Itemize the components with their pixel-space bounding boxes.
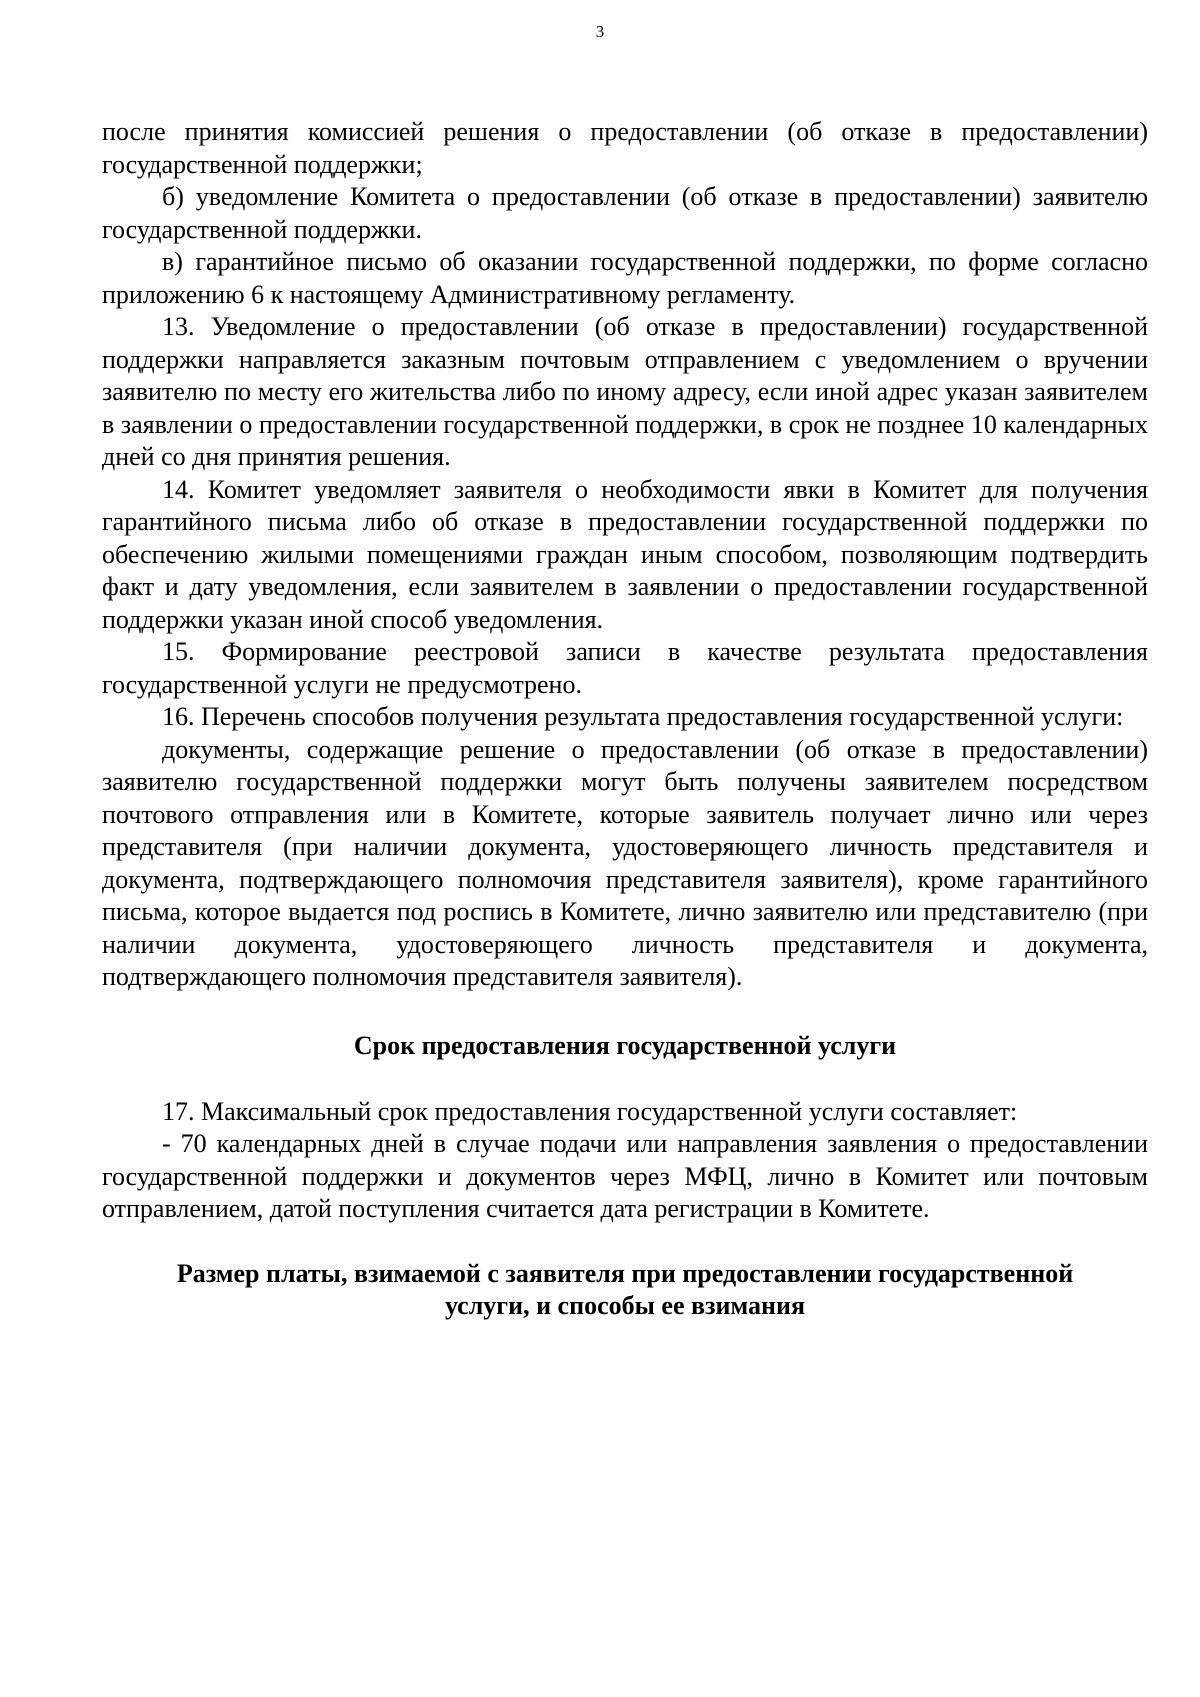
paragraph-15: 15. Формирование реестровой записи в качестве результата предоставления государственной услуги не предусмотрено.	[102, 637, 1148, 699]
section-heading-fee-line1: Размер платы, взимаемой с заявителя при предоставлении государственной	[176, 1258, 1074, 1288]
paragraph-item-b: б) уведомление Комитета о предоставлении (об отказе в предоставлении) заявителю государственной поддержки.	[102, 182, 1148, 244]
paragraph-continuation: после принятия комиссией решения о предоставлении (об отказе в предоставлении) государственной поддержки;	[102, 117, 1148, 179]
paragraph-16-documents: документы, содержащие решение о предоставлении (об отказе в предоставлении) заявителю государственной поддержки могут быть получены заявителем посредством почтового отправления или в Комитете, которые заявитель получает лично или через представителя (при наличии документа, удостоверяющего личность представителя и документа, подтверждающего полномочия представителя заявителя), кроме гарантийного письма, которое выдается под роспись в Комитете, лично заявителю или представителю (при наличии документа, удостоверяющего личность представителя и документа, подтверждающего полномочия представителя заявителя).	[102, 734, 1148, 991]
paragraph-16: 16. Перечень способов получения результата предоставления государственной услуги:	[162, 702, 1124, 731]
section-heading-fee-line2: услуги, и способы ее взимания	[444, 1290, 806, 1320]
paragraph-item-v: в) гарантийное письмо об оказании государственной поддержки, по форме согласно приложению 6 к настоящему Административному регламенту.	[102, 247, 1148, 309]
section-heading-term: Срок предоставления государственной услуги	[353, 1030, 897, 1060]
page-number: 3	[595, 22, 605, 41]
paragraph-17-term-item: - 70 календарных дней в случае подачи или направления заявления о предоставлении государственной поддержки и документов через МФЦ, лично в Комитет или почтовым отправлением, датой поступления считается дата регистрации в Комитете.	[102, 1129, 1148, 1223]
document-body	[102, 116, 1148, 1322]
paragraph-17: 17. Максимальный срок предоставления государственной услуги составляет:	[162, 1096, 1018, 1126]
paragraph-13: 13. Уведомление о предоставлении (об отказе в предоставлении) государственной поддержки направляется заказным почтовым отправлением с уведомлением о вручении заявителю по месту его жительства либо по иному адресу, если иной адрес указан заявителем в заявлении о предоставлении государственной поддержки, в срок не позднее 10 календарных дней со дня принятия решения.	[102, 312, 1148, 471]
paragraph-14: 14. Комитет уведомляет заявителя о необходимости явки в Комитет для получения гарантийного письма либо об отказе в предоставлении государственной поддержки по обеспечению жилыми помещениями граждан иным способом, позволяющим подтвердить факт и дату уведомления, если заявителем в заявлении о предоставлении государственной поддержки указан иной способ уведомления.	[102, 474, 1148, 634]
section-heading-fee	[102, 1258, 1148, 1322]
